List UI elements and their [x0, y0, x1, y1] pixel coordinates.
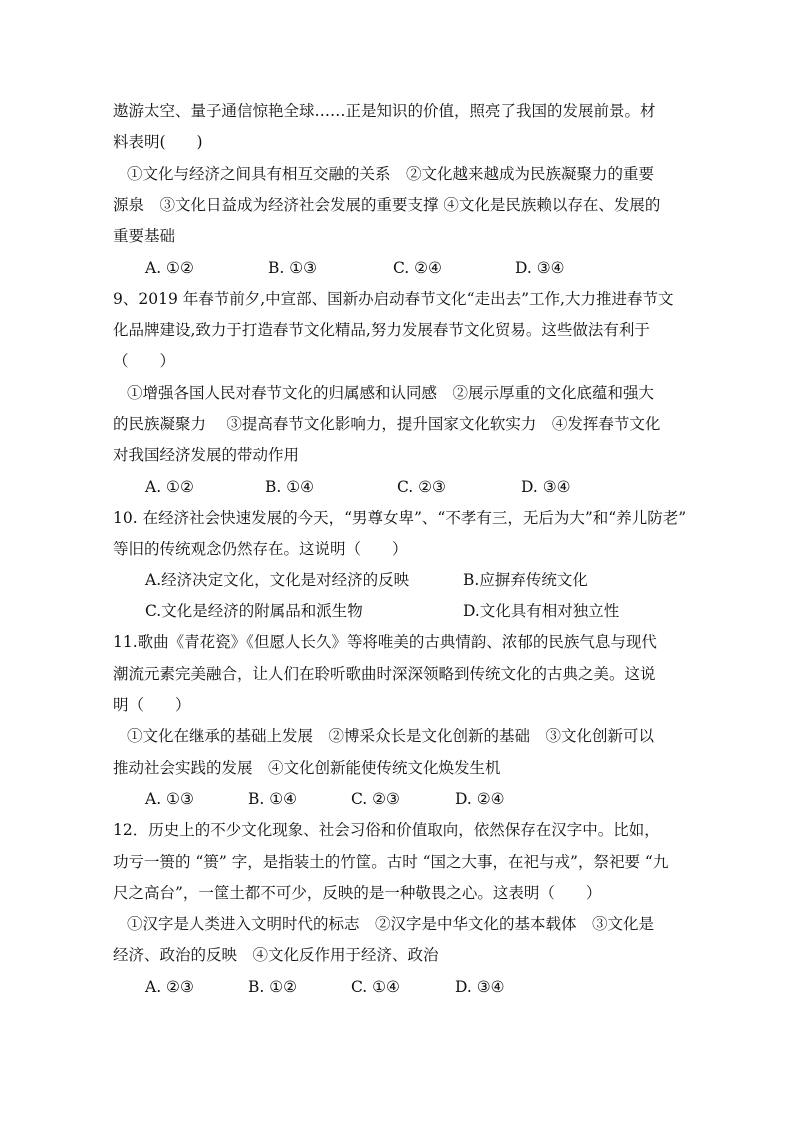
q12-option-a: A. ②③: [145, 978, 194, 996]
q8-option-b: B. ①③: [268, 259, 318, 277]
q11-stem-line-3: 明（ ）: [113, 696, 191, 714]
q11-statement-line-2: 推动社会实践的发展 ④文化创新能使传统文化焕发生机: [113, 759, 501, 777]
q10-stem-line-2: 等旧的传统观念仍然存在。这说明（ ）: [113, 540, 408, 558]
q12-statement-line-1: ①汉字是人类进入文明时代的标志 ②汉字是中华文化的基本载体 ③文化是: [127, 915, 655, 933]
q11-option-d: D. ②④: [455, 790, 505, 808]
q8-option-a: A. ①②: [145, 259, 194, 277]
q9-option-c: C. ②③: [397, 478, 446, 496]
q8-statement-line-3: 重要基础: [113, 227, 176, 245]
q10-option-d: D.文化具有相对独立性: [463, 602, 620, 620]
q11-stem-line-2: 潮流元素完美融合，让人们在聆听歌曲时深深领略到传统文化的古典之美。这说: [113, 665, 656, 683]
q12-option-d: D. ③④: [455, 978, 505, 996]
q9-statement-line-2: 的民族凝聚力 ③提高春节文化影响力，提升国家文化软实力 ④发挥春节文化: [113, 415, 661, 433]
q8-option-c: C. ②④: [393, 259, 442, 277]
q10-option-c: C.文化是经济的附属品和派生物: [145, 602, 363, 620]
q8-statement-line-1: ①文化与经济之间具有相互交融的关系 ②文化越来越成为民族凝聚力的重要: [127, 165, 655, 183]
q9-option-d: D. ③④: [521, 478, 571, 496]
q9-stem-line-3: （ ）: [113, 352, 176, 370]
q12-option-b: B. ①②: [248, 978, 298, 996]
q9-stem-line-1: 9、2019 年春节前夕,中宣部、国新办启动春节文化“走出去”工作,大力推进春节文: [113, 290, 674, 308]
q12-stem-line-3: 尺之高台”，一筐土都不可少，反映的是一种敬畏之心。这表明（ ）: [113, 884, 602, 902]
q12-stem-line-1: 12．历史上的不少文化现象、社会习俗和价值取向，依然保存在汉字中。比如，: [113, 821, 660, 839]
q9-statement-line-1: ①增强各国人民对春节文化的归属感和认同感 ②展示厚重的文化底蕴和强大: [127, 384, 655, 402]
q9-stem-line-2: 化品牌建设,致力于打造春节文化精品,努力发展春节文化贸易。这些做法有利于: [113, 321, 650, 339]
q8-stem-line-2: 料表明( ): [113, 133, 203, 151]
q11-option-b: B. ①④: [248, 790, 298, 808]
q9-statement-line-3: 对我国经济发展的带动作用: [113, 446, 300, 464]
q8-statement-line-2: 源泉 ③文化日益成为经济社会发展的重要支撑 ④文化是民族赖以存在、发展的: [113, 196, 661, 214]
q11-stem-line-1: 11.歌曲《青花瓷》《但愿人长久》等将唯美的古典情韵、浓郁的民族气息与现代: [113, 633, 657, 651]
q12-statement-line-2: 经济、政治的反映 ④文化反作用于经济、政治: [113, 946, 439, 964]
q9-option-a: A. ①②: [145, 478, 194, 496]
q11-statement-line-1: ①文化在继承的基础上发展 ②博采众长是文化创新的基础 ③文化创新可以: [127, 727, 655, 745]
q11-option-c: C. ②③: [351, 790, 400, 808]
q10-option-b: B.应摒弃传统文化: [463, 571, 588, 589]
q8-option-d: D. ③④: [515, 259, 565, 277]
q12-stem-line-2: 功亏一篑的 “篑” 字，是指装土的竹筐。古时 “国之大事，在祀与戎”，祭祀要 “九: [113, 853, 669, 871]
q10-option-a: A.经济决定文化，文化是对经济的反映: [145, 571, 410, 589]
q8-stem-line-1: 遨游太空、量子通信惊艳全球……正是知识的价值，照亮了我国的发展前景。材: [113, 102, 656, 120]
q12-option-c: C. ①④: [351, 978, 400, 996]
q10-stem-line-1: 10. 在经济社会快速发展的今天，“男尊女卑”、“不孝有三，无后为大”和“养儿防老”: [113, 509, 687, 527]
q9-option-b: B. ①④: [265, 478, 315, 496]
q11-option-a: A. ①③: [145, 790, 194, 808]
